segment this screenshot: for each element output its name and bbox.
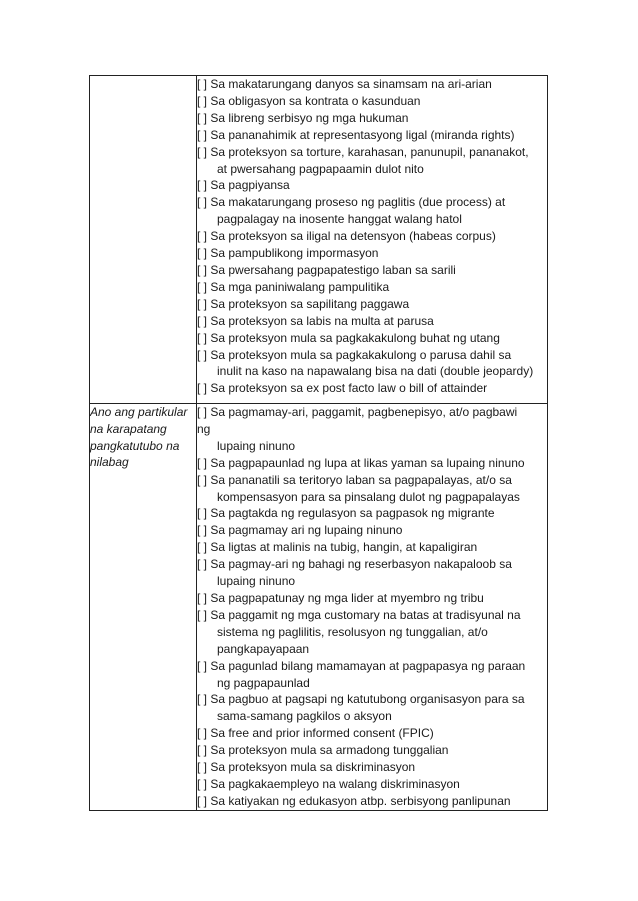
- table-row: [90, 404, 548, 811]
- checklist-item[interactable]: [197, 279, 547, 296]
- checklist-item-text: [ ] Sa mga paniniwalang pampulitika: [197, 279, 390, 294]
- checklist-item-continuation: ng pagpapaunlad: [217, 675, 310, 690]
- checklist-item[interactable]: [197, 539, 547, 556]
- checklist-item-text: [ ] Sa proteksyon sa torture, karahasan, panunupil, pananakot,: [197, 144, 529, 159]
- checklist-item[interactable]: [197, 590, 547, 607]
- checklist-item-text: [ ] Sa makatarungang danyos sa sinamsam na ari-arian: [197, 77, 492, 91]
- checklist-item-continuation: sistema ng paglilitis, resolusyon ng tunggalian, at/o: [217, 624, 488, 639]
- checklist-item-continuation: sama-samang pagkilos o aksyon: [217, 709, 392, 724]
- checklist-item-text: [ ] Sa pagmamay ari ng lupaing ninuno: [197, 523, 403, 538]
- checklist-item[interactable]: [197, 380, 547, 397]
- checklist-item-text: [ ] Sa makatarungang proseso ng paglitis (due process) at: [197, 195, 506, 210]
- checklist-item-continuation: pagpalagay na inosente hanggat walang hatol: [217, 212, 462, 227]
- checklist-item-text: [ ] Sa pagmay-ari ng bahagi ng reserbasyon nakapaloob sa: [197, 557, 512, 572]
- checklist-item[interactable]: [197, 522, 547, 539]
- checklist-item-text: [ ] Sa ligtas at malinis na tubig, hangin, at kapaligiran: [197, 540, 478, 555]
- checklist-item[interactable]: [197, 76, 547, 93]
- checklist-item-text: [ ] Sa pagtakda ng regulasyon sa pagpasok ng migrante: [197, 506, 495, 521]
- checklist-item[interactable]: [197, 313, 547, 330]
- checklist-item-text: [ ] Sa paggamit ng mga customary na batas at tradisyunal na: [197, 607, 521, 622]
- checklist-item[interactable]: [197, 455, 547, 472]
- checklist-item-text: [ ] Sa proteksyon mula sa diskriminasyon: [197, 760, 416, 775]
- checklist-item[interactable]: [197, 742, 547, 759]
- row-label: Ano ang partikular na karapatang pangkatutubo na nilabag: [90, 405, 188, 470]
- checklist-item[interactable]: [197, 93, 547, 110]
- checklist-item-continuation: pangkapayapaan: [217, 641, 310, 656]
- checklist-item[interactable]: [197, 262, 547, 279]
- checklist-item[interactable]: [197, 607, 547, 658]
- row-label-cell: [90, 404, 197, 811]
- table-row: [90, 76, 548, 404]
- checklist-item[interactable]: [197, 228, 547, 245]
- checklist-item[interactable]: [197, 556, 547, 590]
- checklist-item-text: [ ] Sa libreng serbisyo ng mga hukuman: [197, 110, 409, 125]
- checklist-item-text: [ ] Sa pagbuo at pagsapi ng katutubong organisasyon para sa: [197, 692, 525, 707]
- checklist-item[interactable]: [197, 404, 547, 455]
- checklist-item[interactable]: [197, 330, 547, 347]
- options-cell: [197, 76, 548, 404]
- checklist-item[interactable]: [197, 177, 547, 194]
- checklist-item-text: [ ] Sa proteksyon sa sapilitang paggawa: [197, 296, 410, 311]
- checklist-item-continuation: at pwersahang pagpapaamin dulot nito: [217, 161, 424, 176]
- options-cell: [197, 404, 548, 811]
- checklist-item-text: [ ] Sa free and prior informed consent (FPIC): [197, 726, 434, 741]
- checklist-item-continuation: inulit na kaso na napawalang bisa na dati (double jeopardy): [217, 364, 534, 379]
- checklist-item[interactable]: [197, 296, 547, 313]
- checklist-item-text: [ ] Sa proteksyon sa iligal na detensyon (habeas corpus): [197, 229, 496, 244]
- checklist-item-text: [ ] Sa pwersahang pagpapatestigo laban sa sarili: [197, 262, 456, 277]
- checklist-item[interactable]: [197, 776, 547, 793]
- checklist-item-text: [ ] Sa pagunlad bilang mamamayan at pagpapasya ng paraan: [197, 658, 526, 673]
- checklist-item[interactable]: [197, 691, 547, 725]
- checklist-item[interactable]: [197, 144, 547, 178]
- checklist-item-text: [ ] Sa pagmamay-ari, paggamit, pagbenepisyo, at/o pagbawi: [197, 405, 518, 419]
- checklist-item-text: [ ] Sa pagpapaunlad ng lupa at likas yaman sa lupaing ninuno: [197, 455, 525, 470]
- checklist-item[interactable]: [197, 110, 547, 127]
- checklist-item-text: [ ] Sa pagpapatunay ng mga lider at myembro ng tribu: [197, 590, 484, 605]
- checklist-item-text: [ ] Sa proteksyon sa labis na multa at parusa: [197, 313, 434, 328]
- table-body: [90, 76, 548, 811]
- row-label-cell: [90, 76, 197, 404]
- checklist-item-continuation: lupaing ninuno: [217, 574, 296, 589]
- checklist-item[interactable]: [197, 759, 547, 776]
- checklist-item[interactable]: [197, 793, 547, 810]
- checklist-item-continuation: ng: [197, 421, 211, 436]
- checklist-item[interactable]: [197, 347, 547, 381]
- checklist-item-text: [ ] Sa pampublikong impormasyon: [197, 246, 379, 261]
- checklist-item-text: [ ] Sa pananahimik at representasyong ligal (miranda rights): [197, 127, 515, 142]
- checklist-item[interactable]: [197, 245, 547, 262]
- checklist-item[interactable]: [197, 472, 547, 506]
- checklist-item[interactable]: [197, 505, 547, 522]
- checklist-item-text: [ ] Sa obligasyon sa kontrata o kasunduan: [197, 93, 421, 108]
- checklist-item-text: [ ] Sa proteksyon sa ex post facto law o bill of attainder: [197, 381, 488, 396]
- checklist-item[interactable]: [197, 658, 547, 692]
- checklist-item-text: [ ] Sa pagkakaempleyo na walang diskriminasyon: [197, 776, 460, 791]
- rights-checklist-table: [89, 75, 548, 811]
- checklist-item-text: [ ] Sa pagpiyansa: [197, 178, 290, 193]
- checklist-item-text: [ ] Sa pananatili sa teritoryo laban sa pagpapalayas, at/o sa: [197, 472, 512, 487]
- checklist-item[interactable]: [197, 127, 547, 144]
- checklist-item-continuation: lupaing ninuno: [217, 438, 296, 453]
- checklist-item[interactable]: [197, 194, 547, 228]
- checklist-item[interactable]: [197, 725, 547, 742]
- checklist-item-text: [ ] Sa proteksyon mula sa pagkakakulong buhat ng utang: [197, 330, 500, 345]
- checklist-item-text: [ ] Sa katiyakan ng edukasyon atbp. serbisyong panlipunan: [197, 793, 511, 808]
- checklist-item-continuation: kompensasyon para sa pinsalang dulot ng pagpapalayas: [217, 489, 520, 504]
- checklist-item-text: [ ] Sa proteksyon mula sa armadong tunggalian: [197, 743, 449, 758]
- checklist-item-text: [ ] Sa proteksyon mula sa pagkakakulong o parusa dahil sa: [197, 347, 512, 362]
